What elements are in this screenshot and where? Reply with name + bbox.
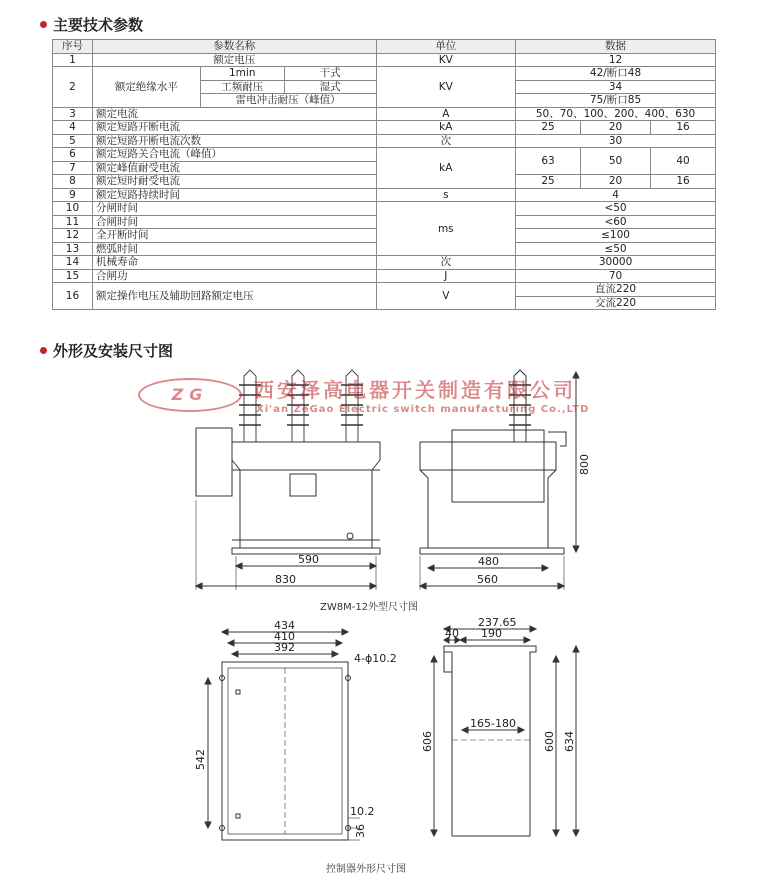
table-row: 工频耐压 湿式 34 bbox=[53, 80, 716, 94]
company-watermark: ZG 西安泽高电器开关制造有限公司 Xi'an ZeGao Electric switch manufacturing Co.,LTD bbox=[138, 374, 598, 422]
dim-600: 600 bbox=[543, 731, 556, 752]
dim-480: 480 bbox=[478, 555, 499, 568]
table-row: 2 额定绝缘水平 1min 干式 KV 42/断口48 bbox=[53, 67, 716, 81]
dim-542: 542 bbox=[194, 749, 207, 770]
controller-caption: 控制器外形尺寸图 bbox=[326, 864, 406, 875]
dim-634: 634 bbox=[563, 731, 576, 752]
dim-606: 606 bbox=[421, 731, 434, 752]
logo-icon: ZG bbox=[138, 378, 242, 412]
dim-392: 392 bbox=[274, 641, 295, 654]
table-row: 1 额定电压 KV 12 bbox=[53, 53, 716, 67]
dim-36: 36 bbox=[354, 824, 367, 838]
drawing-section-title: 外形及安装尺寸图 bbox=[40, 340, 173, 361]
dim-830: 830 bbox=[275, 573, 296, 586]
table-row: 16 额定操作电压及辅助回路额定电压 V 直流220 bbox=[53, 283, 716, 297]
table-row: 雷电冲击耐压（峰值） 75/断口85 bbox=[53, 94, 716, 108]
table-row: 14 机械寿命 次 30000 bbox=[53, 256, 716, 270]
table-header: 序号 参数名称 单位 数据 bbox=[53, 40, 716, 54]
breaker-caption: ZW8M-12外型尺寸图 bbox=[320, 602, 419, 613]
table-row: 9 额定短路持续时间 s 4 bbox=[53, 188, 716, 202]
dim-40: 40 bbox=[445, 627, 459, 640]
table-row: 10 分闸时间 ms <50 bbox=[53, 202, 716, 216]
table-row: 6 额定短路关合电流（峰值） kA 63 50 40 bbox=[53, 148, 716, 162]
table-row: 交流220 bbox=[53, 296, 716, 310]
table-row: 5 额定短路开断电流次数 次 30 bbox=[53, 134, 716, 148]
dim-410: 410 bbox=[274, 630, 295, 643]
dim-190: 190 bbox=[481, 627, 502, 640]
controller-side-view bbox=[431, 626, 579, 836]
dim-800: 800 bbox=[578, 454, 591, 475]
table-row: 8 额定短时耐受电流 25 20 16 bbox=[53, 175, 716, 189]
dim-10-2: 10.2 bbox=[350, 805, 375, 818]
table-row: 3 额定电流 A 50、70、100、200、400、630 bbox=[53, 107, 716, 121]
params-section-title: 主要技术参数 bbox=[40, 14, 143, 35]
table-row: 11 合闸时间 <60 bbox=[53, 215, 716, 229]
dim-237: 237.65 bbox=[478, 616, 517, 629]
table-row: 13 燃弧时间 ≤50 bbox=[53, 242, 716, 256]
dim-560: 560 bbox=[477, 573, 498, 586]
dim-holes: 4-ϕ10.2 bbox=[354, 652, 397, 665]
table-row: 15 合闸功 J 70 bbox=[53, 269, 716, 283]
dim-590: 590 bbox=[298, 553, 319, 566]
table-row: 7 额定峰值耐受电流 bbox=[53, 161, 716, 175]
table-row: 4 额定短路开断电流 kA 25 20 16 bbox=[53, 121, 716, 135]
table-row: 12 全开断时间 ≤100 bbox=[53, 229, 716, 243]
dim-165-180: 165-180 bbox=[470, 717, 516, 730]
controller-front-view bbox=[205, 629, 360, 840]
dim-434: 434 bbox=[274, 619, 295, 632]
